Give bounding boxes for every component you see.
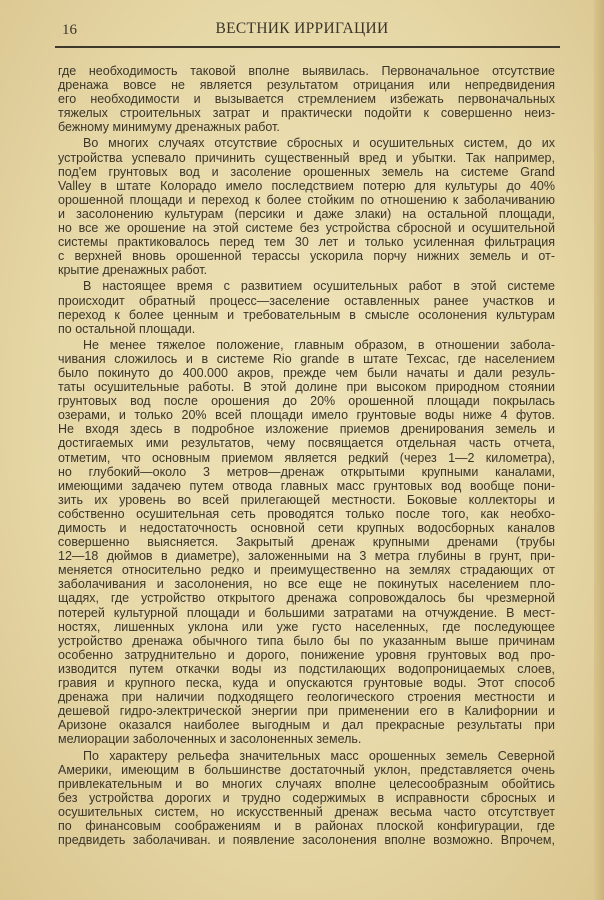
text-line: 12—18 дюймов в диаметре), заложенными на 3 метра глубины в грунт, при- <box>58 549 555 564</box>
text-line: особенно затруднительно и дорого, понижение уровня грунтовых вод про- <box>58 647 555 662</box>
text-line: его необходимости и вызывается стремлением избежать первоначальных <box>58 92 555 107</box>
text-line: по финансовым соображениям и в районах плоской конфигурации, где <box>58 818 555 833</box>
paragraph-1 <box>58 64 555 134</box>
text-line: с верхней вновь орошенной терассы ускорила порчу нижних земель и от- <box>58 249 555 264</box>
text-line: под'ем грунтовых вод и засоление орошенных земель на системе Grand <box>58 164 555 179</box>
text-line: заболачивания и засолонения, но все еще не покинутых населением пло- <box>58 577 555 592</box>
text-line: происходит обратный процесс—заселение оставленных ранее участков и <box>58 293 555 308</box>
text-line: Не входя здесь в подробное изложение приемов дренирования земель и <box>58 422 555 437</box>
text-line: привлекательным и во многих случаях вполне целесообразным обойтись <box>58 776 555 791</box>
text-line: мелиорации заболоченных и засолоненных земель. <box>58 732 362 747</box>
text-line: щадях, где устройство открытого дренажа сопровождалось бы чрезмерной <box>58 591 555 606</box>
text-line: Valley в штате Колорадо имело последствием потерю для культуры до 40% <box>58 178 555 193</box>
text-line: но глубокий—около 3 метров—дренаж открытыми крупными каналами, <box>58 464 555 479</box>
journal-title: ВЕСТНИК ИРРИГАЦИИ <box>215 20 389 37</box>
text-line: и засолонению культурам (персики и даже злаки) на остальной площади, <box>58 206 555 221</box>
text-line: Не менее тяжелое положение, главным образом, в отношении забола- <box>83 337 555 352</box>
text-line: зить их уровень во всей прилегающей местности. Боковые коллекторы и <box>58 492 555 507</box>
text-line: имеющими задачею путем отвода главных масс грунтовых вод вообще пони- <box>58 478 555 493</box>
paragraph-4 <box>58 338 555 747</box>
text-line: тяжелых строительных затрат и практически подойти к совершенно неиз- <box>58 106 555 121</box>
page-edge <box>594 0 604 900</box>
text-line: осушительных систем, но искусственный дренаж весьма часто отсутствует <box>58 804 555 819</box>
text-line: димость и недостаточность основной сети крупных водосборных каналов <box>58 521 555 535</box>
text-line: устройства успевало причинить существенный вред и убытки. Так например, <box>58 150 555 165</box>
text-line: озерами, и только 20% всей площади имело грунтовые воды ниже 4 футов. <box>58 408 555 423</box>
article-body <box>58 64 555 849</box>
text-line: меняется относительно редко и преимущественно на землях страдающих от <box>58 563 555 578</box>
text-line: совершенно выясняется. Закрытый дренаж крупными дренами (трубы <box>58 535 555 550</box>
text-line: изводится путем откачки воды из подстилающих водопроницаемых слоев, <box>58 661 555 676</box>
page-number: 16 <box>62 22 77 38</box>
text-line: бежному минимуму дренажных работ. <box>58 120 280 135</box>
text-line: собственно осушительная сеть проводятся только после того, как необхо- <box>58 506 555 521</box>
text-line: потерей культурной площади и большими затратами на отчуждение. В мест- <box>58 605 555 620</box>
text-line: предвидеть заболачиван. и появление засолонения вполне возможно. Впрочем, <box>58 833 555 848</box>
header-rule <box>55 46 560 48</box>
text-line: орошенной площади и переход к более стойким по отношению к заболачиванию <box>58 192 555 207</box>
text-line: по остальной площади. <box>58 321 196 336</box>
text-line: Во многих случаях отсутствие сбросных и осушительных систем, до их <box>83 136 555 151</box>
paragraph-3 <box>58 279 555 335</box>
text-line: крытие дренажных работ. <box>58 263 208 278</box>
text-line: чивания сложилось и в системе Rio grande в штате Техсас, где населением <box>58 351 555 366</box>
text-line: таты осушительные работы. В этой долине при высоком природном стоянии <box>58 380 555 395</box>
text-line: дренажа при наличии подходящего геологического строения местности и <box>58 690 555 705</box>
text-line: ностях, лишенных уклона или уже густо населенных, где последующее <box>58 619 555 634</box>
text-line: Аризоне оказался наиболее выгодным и дал прекрасные результаты при <box>58 718 555 733</box>
text-line: грунтовых вод после орошения до 20% орошенной площади покрылась <box>58 394 555 409</box>
text-line: Америки, имеющим в большинстве достаточный уклон, представляется очень <box>58 762 555 777</box>
text-line: системы практиковалось перед тем 30 лет и только усиленная фильтрация <box>58 235 555 250</box>
text-line: без устройства дорогих и трудно содержимых в исправности сбросных и <box>58 790 555 805</box>
text-line: где необходимость таковой вполне выявилась. Первоначальное отсутствие <box>58 64 555 78</box>
text-line: дренажа вовсе не является результатом отрицания или непредвидения <box>58 78 555 93</box>
text-line: дешевой гидро-электрической энергии при применении его в Калифорнии и <box>58 704 555 719</box>
paragraph-2 <box>58 136 555 277</box>
text-line: гравия и крупного песка, куда и опускаются грунтовые воды. Этот способ <box>58 676 555 691</box>
text-line: было покинуто до 400.000 акров, прежде чем были начаты и дали резуль- <box>58 365 555 380</box>
text-line: но все же орошение на этой системе без устройства сбросной и осушительной <box>58 221 555 236</box>
paragraph-5 <box>58 749 555 848</box>
text-line: отметим, что основным приемом является редкий (через 1—2 километра), <box>58 450 555 465</box>
text-line: По характеру рельефа значительных масс орошенных земель Северной <box>83 748 555 763</box>
text-line: переход к более ценным и требовательным в смысле осолонения культурам <box>58 307 555 322</box>
text-line: В настоящее время с развитием осушительных работ в этой системе <box>83 279 555 294</box>
text-line: устройство дренажа обычного типа было бы по указанным выше причинам <box>58 633 555 648</box>
text-line: достигаемых ими результатов, чему посвящается отдельная часть отчета, <box>58 436 555 451</box>
